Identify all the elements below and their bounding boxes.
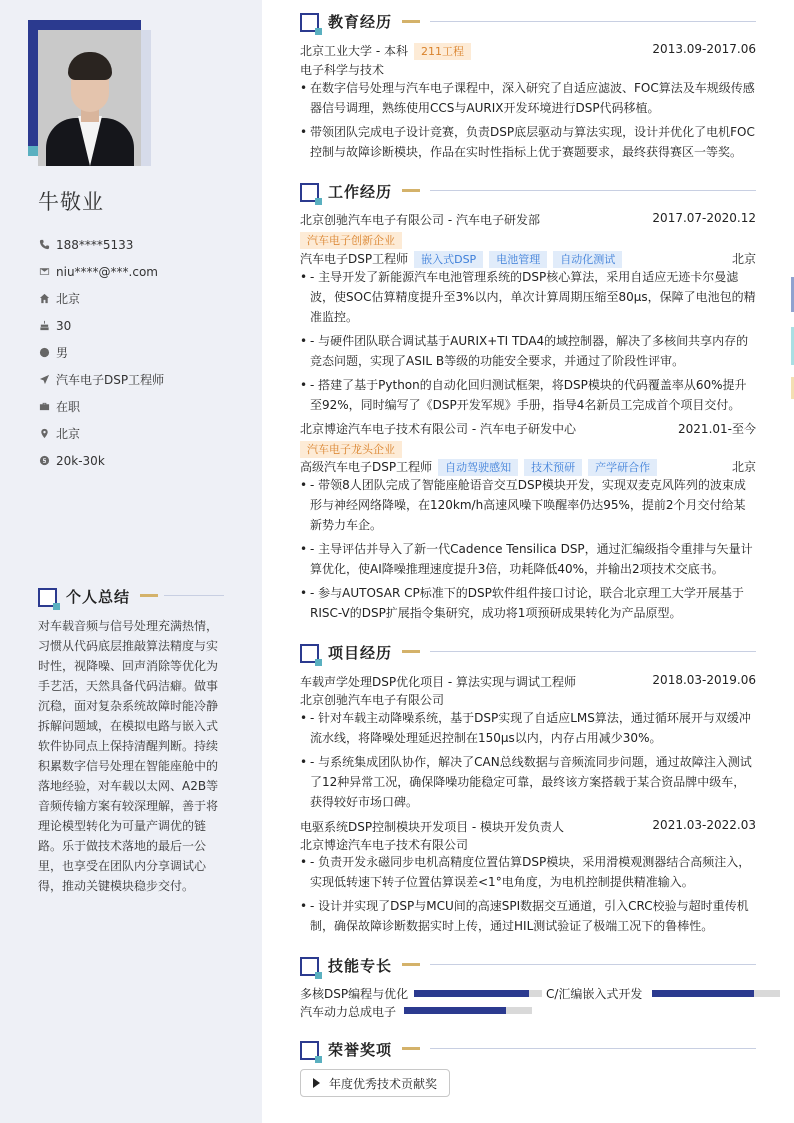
send-icon	[38, 374, 50, 386]
award-name: 年度优秀技术贡献奖	[329, 1076, 438, 1091]
salary-text: 20k-30k	[56, 453, 105, 468]
section-icon-summary	[38, 588, 57, 607]
projects-title: 项目经历	[328, 644, 393, 662]
contact-info-list	[38, 231, 248, 474]
info-gender	[38, 339, 248, 366]
sidebar	[0, 0, 262, 1123]
info-salary	[38, 447, 248, 474]
education-bullet: • 带领团队完成电子设计竞赛，负责DSP底层驱动与算法实现，设计并优化了电机FOC控制与故障诊断模块，作品在实时性指标上优于赛题要求，最终获得赛区一等奖。	[300, 125, 755, 159]
education-header	[300, 42, 756, 60]
status-text: 在职	[56, 400, 81, 414]
section-icon-education	[300, 13, 319, 32]
job-city: 北京	[731, 460, 756, 474]
work-title-bar	[402, 189, 420, 192]
map-pin-icon	[38, 428, 50, 440]
education-bullet: • 在数字信号处理与汽车电子课程中，深入研究了自适应滤波、FOC算法及车规级传感器信号调理，熟练使用CCS与AURIX开发环境进行DSP代码移植。	[300, 81, 755, 115]
company-tag: 汽车电子龙头企业	[300, 441, 402, 458]
money-icon	[38, 455, 50, 467]
skill-tag: 自动驾驶感知	[438, 459, 518, 476]
school-name: 北京工业大学 - 本科	[300, 44, 408, 58]
skill-name: 多核DSP编程与优化	[300, 987, 409, 1001]
section-icon-skills	[300, 957, 319, 976]
award-item[interactable]	[300, 1069, 450, 1097]
project-bullet: • - 针对车载主动降噪系统，基于DSP实现了自适应LMS算法，通过循环展开与双缓冲流水线，将降噪处理延迟控制在150μs以内，内存占用减少30%。	[300, 711, 751, 745]
project-bullet: • - 设计并实现了DSP与MCU间的高速SPI数据交互通道，引入CRC校验与超时重传机制，确保故障诊断数据实时上传，通过HIL测试验证了极端工况下的鲁棒性。	[300, 899, 749, 933]
job-role: 汽车电子DSP工程师	[300, 252, 409, 266]
project-name: 车载声学处理DSP优化项目 - 算法实现与调试工程师	[300, 675, 577, 689]
photo-frame-shadow	[141, 30, 151, 166]
project-period: 2018.03-2019.06	[652, 673, 756, 687]
cake-icon	[38, 320, 50, 332]
education-title: 教育经历	[328, 13, 393, 31]
school-tag: 211工程	[414, 43, 471, 60]
job-bullet: • - 参与AUTOSAR CP标准下的DSP软件组件接口讨论，联合北京理工大学开展基于RISC-V的DSP扩展指令集研究，成功将1项预研成果转化为产品原型。	[300, 586, 744, 620]
job-period: 2017.07-2020.12	[652, 211, 756, 225]
job-header	[300, 211, 756, 228]
job-header	[300, 420, 756, 437]
skill-level-fill	[414, 990, 529, 997]
project-company: 北京创驰汽车电子有限公司	[300, 693, 445, 707]
project-header	[300, 818, 756, 835]
job-role: 高级汽车电子DSP工程师	[300, 460, 433, 474]
honors-title-line	[430, 1048, 756, 1049]
age-text: 30	[56, 318, 72, 333]
summary-title: 个人总结	[66, 588, 131, 606]
home-icon	[38, 293, 50, 305]
work-title-line	[430, 190, 756, 191]
summary-text: 对车载音频与信号处理充满热情，习惯从代码底层推敲算法精度与实时性，视降噪、回声消除等优化为手艺活，天然具备代码洁癖。做事沉稳，面对复杂系统故障时能冷静拆解问题域，在模拟电路与嵌入式软件协同点上保持清醒判断。持续积累数字信号处理在智能座舱中的落地经验，对车载以太网、A2B等音频传输方案有较深理解，善于将理论模型转化为可量产调优的链路。乐于做技术落地的最后一公里，也享受在团队内分享调试心得，推动关键模块稳步交付。	[38, 619, 219, 893]
skills-title-bar	[402, 963, 420, 966]
project-company: 北京博途汽车电子技术有限公司	[300, 838, 469, 852]
education-title-bar	[402, 20, 420, 23]
projects-title-bar	[402, 650, 420, 653]
skill-tag: 嵌入式DSP	[414, 251, 483, 268]
honors-title: 荣誉奖项	[328, 1041, 393, 1059]
skill-level-bar	[652, 990, 780, 997]
mail-icon	[38, 266, 50, 278]
section-icon-projects	[300, 644, 319, 663]
skills-title-line	[430, 964, 756, 965]
job-role-row	[300, 250, 756, 268]
email-address: niu****@***.com	[56, 264, 158, 279]
target-city-text: 北京	[56, 427, 81, 441]
job-role-row	[300, 458, 756, 476]
project-period: 2021.03-2022.03	[652, 818, 756, 832]
work-title: 工作经历	[328, 183, 393, 201]
skill-tag: 产学研合作	[588, 459, 657, 476]
section-icon-honors	[300, 1041, 319, 1060]
job-company: 北京博途汽车电子技术有限公司 - 汽车电子研发中心	[300, 422, 576, 436]
gender-text: 男	[56, 346, 69, 360]
summary-title-line	[164, 595, 224, 596]
company-tag: 汽车电子创新企业	[300, 232, 402, 249]
info-age	[38, 312, 248, 339]
info-target-city	[38, 420, 248, 447]
job-company: 北京创驰汽车电子有限公司 - 汽车电子研发部	[300, 213, 540, 227]
job-bullet: • - 搭建了基于Python的自动化回归测试框架，将DSP模块的代码覆盖率从60%提升至92%，同时编写了《DSP开发军规》手册，指导4名新员工完成首个项目交付。	[300, 378, 747, 412]
skill-tag: 自动化测试	[553, 251, 622, 268]
job-bullet: • - 带领8人团队完成了智能座舱语音交互DSP模块开发，实现双麦克风阵列的波束成形与神经网络降噪，在120km/h高速风噪下唤醒率仍达95%，提前2个月交付给某新势力车企。	[300, 478, 746, 532]
skill-tag: 技术预研	[524, 459, 582, 476]
skill-level-fill	[404, 1007, 506, 1014]
photo-corner-accent	[28, 146, 38, 156]
education-title-line	[430, 21, 756, 22]
avatar-photo	[38, 30, 141, 166]
project-bullet: • - 与系统集成团队协作，解决了CAN总线数据与音频流同步问题，通过故障注入测试了12种异常工况，确保降噪功能稳定可靠，最终该方案搭载于某合资品牌中级车，获得较好市场口碑。	[300, 755, 752, 809]
position-text: 汽车电子DSP工程师	[56, 373, 165, 387]
education-period: 2013.09-2017.06	[652, 42, 756, 56]
honors-title-bar	[402, 1047, 420, 1050]
phone-number: 188****5133	[56, 237, 134, 252]
skill-level-fill	[652, 990, 754, 997]
skill-level-bar	[414, 990, 542, 997]
project-name: 电驱系统DSP控制模块开发项目 - 模块开发负责人	[300, 820, 565, 834]
skill-name: C/汇编嵌入式开发	[546, 987, 643, 1001]
job-company-tag-row	[294, 441, 750, 458]
info-status	[38, 393, 248, 420]
phone-icon	[38, 239, 50, 251]
info-email	[38, 258, 248, 285]
person-icon	[38, 347, 50, 359]
education-major: 电子科学与技术	[300, 63, 385, 77]
location-text: 北京	[56, 292, 81, 306]
info-position	[38, 366, 248, 393]
play-triangle-icon	[313, 1078, 320, 1088]
job-bullet: • - 主导开发了新能源汽车电池管理系统的DSP核心算法，采用自适应无迹卡尔曼滤波，使SOC估算精度提升至3%以内，单次计算周期压缩至80μs，保障了电池包的精准监控。	[300, 270, 756, 324]
project-bullet: • - 负责开发永磁同步电机高精度位置估算DSP模块，采用滑模观测器结合高频注入，实现低转速下转子位置估算误差<1°电角度，为电机控制提供精准输入。	[300, 855, 751, 889]
job-company-tag-row	[294, 232, 750, 249]
job-period: 2021.01-至今	[678, 422, 756, 436]
briefcase-icon	[38, 401, 50, 413]
skill-tag: 电池管理	[489, 251, 547, 268]
summary-title-bar	[140, 594, 158, 597]
skill-level-bar	[404, 1007, 532, 1014]
section-icon-work	[300, 183, 319, 202]
candidate-name: 牛敬业	[38, 190, 104, 214]
skills-title: 技能专长	[328, 957, 393, 975]
projects-title-line	[430, 651, 756, 652]
skill-name: 汽车动力总成电子	[300, 1005, 397, 1019]
project-header	[300, 673, 756, 690]
job-city: 北京	[731, 252, 756, 266]
info-phone	[38, 231, 248, 258]
job-bullet: • - 主导评估并导入了新一代Cadence Tensilica DSP，通过汇编级指令重排与矢量计算优化，使AI降噪推理速度提升3倍，功耗降低40%，并输出2项技术交底书。	[300, 542, 753, 576]
job-bullet: • - 与硬件团队联合调试基于AURIX+TI TDA4的域控制器，解决了多核间共享内存的竞态问题，实现了ASIL B等级的功能安全要求，并通过了阶段性评审。	[300, 334, 749, 368]
info-location	[38, 285, 248, 312]
